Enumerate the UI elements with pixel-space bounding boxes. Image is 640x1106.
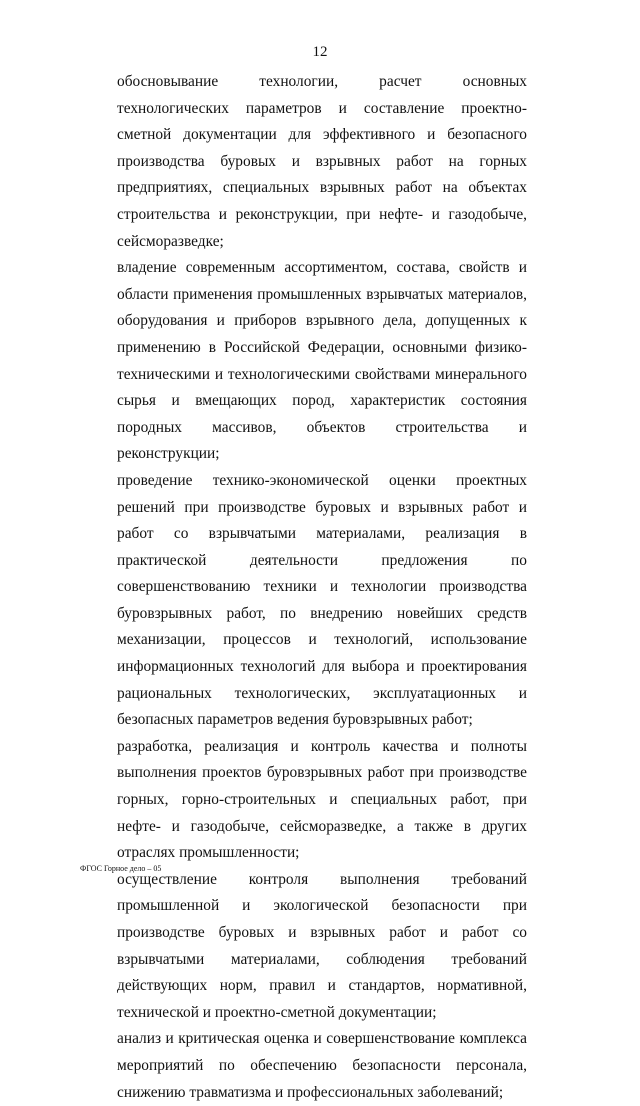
paragraph-4: разработка, реализация и контроль качества и полноты выполнения проектов буровзрывных работ при производстве горных, горно-строительных и специальных работ, при нефте- и газодобыче, сейсморазведке, а также в других отраслях промышленности; xyxy=(117,737,527,862)
document-body xyxy=(117,69,527,1106)
paragraph-1: обосновывание технологии, расчет основных технологических параметров и составление проектно-сметной документации для эффективного и безопасного производства буровых и взрывных работ на горных предприятиях, специальных взрывных работ на объектах строительства и реконструкции, при нефте- и газодобыче, сейсморазведке; xyxy=(117,73,527,250)
page-number: 12 xyxy=(312,44,328,60)
paragraph-5: осуществление контроля выполнения требований промышленной и экологической безопасности при производстве буровых и взрывных работ и работ со взрывчатыми материалами, соблюдения требований действующих норм, правил и стандартов, нормативной, технической и проектно-сметной документации; xyxy=(117,870,527,1021)
paragraph-2: владение современным ассортиментом, состава, свойств и области применения промышленных взрывчатых материалов, оборудования и приборов взрывного дела, допущенных к применению в Российской Федерации, основными физико-техническими и технологическими свойствами минерального сырья и вмещающих пород, характеристик состояния породных массивов, объектов строительства и реконструкции; xyxy=(117,259,527,463)
footer-label: ФГОС Горное дело – 05 xyxy=(80,864,162,873)
paragraph-6: анализ и критическая оценка и совершенствование комплекса мероприятий по обеспечению безопасности персонала, снижению травматизма и профессиональных заболеваний; xyxy=(117,1030,527,1101)
paragraph-3: проведение технико-экономической оценки проектных решений при производстве буровых и взрывных работ и работ со взрывчатыми материалами, реализация в практической деятельности предложения по совершенствованию техники и технологии производства буровзрывных работ, по внедрению новейших средств механизации, процессов и технологий, использование информационных технологий для выбора и проектирования рациональных технологических, эксплуатационных и безопасных параметров ведения буровзрывных работ; xyxy=(117,471,527,729)
